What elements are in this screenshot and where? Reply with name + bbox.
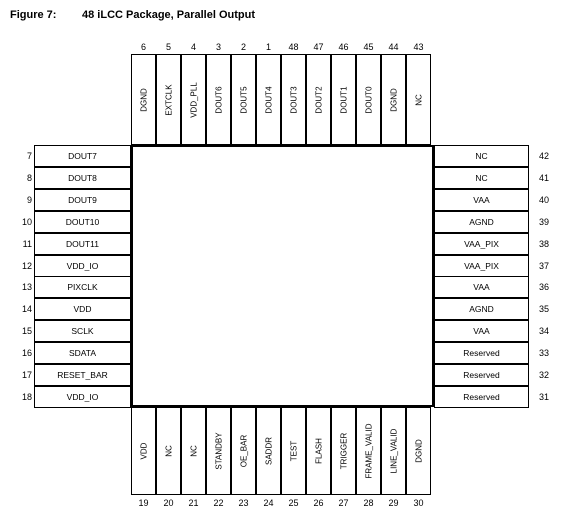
- pin-box-29: [381, 407, 406, 495]
- pin-label: LINE_VALID: [389, 428, 398, 474]
- pin-box-21: [181, 407, 206, 495]
- pin-number: 14: [21, 304, 32, 315]
- pin-number: 43: [413, 42, 424, 52]
- pin-number: 31: [539, 391, 550, 402]
- pin-number: 26: [313, 498, 324, 508]
- pin-box-34: [434, 320, 529, 342]
- pin-label: NC: [164, 445, 173, 457]
- pin-label: PIXCLK: [67, 282, 98, 293]
- pin-box-1: [256, 54, 281, 145]
- pin-number: 7: [26, 151, 32, 161]
- pin-box-3: [206, 54, 231, 145]
- pin-label: FRAME_VALID: [364, 423, 373, 479]
- pin-number: 3: [215, 42, 222, 52]
- pin-box-48: [281, 54, 306, 145]
- pin-number: 37: [539, 260, 550, 271]
- pin-box-30: [406, 407, 431, 495]
- pin-box-42: [434, 145, 529, 167]
- pin-number: 28: [363, 498, 374, 508]
- pin-number: 6: [140, 42, 147, 52]
- pin-box-11: [34, 233, 131, 255]
- pin-box-2: [231, 54, 256, 145]
- pin-label: OE_BAR: [239, 434, 248, 468]
- pin-label: VDD: [73, 304, 92, 315]
- pin-box-46: [331, 54, 356, 145]
- pin-number: 2: [240, 42, 247, 52]
- pin-box-32: [434, 364, 529, 386]
- pin-label: VAA: [473, 326, 490, 337]
- chip-body: [131, 145, 434, 407]
- pin-label: DGND: [139, 87, 148, 112]
- pin-box-12: [34, 255, 131, 277]
- pin-label: DOUT7: [68, 151, 97, 161]
- pin-number: 19: [138, 498, 149, 508]
- pin-number: 36: [539, 282, 550, 293]
- pin-number: 40: [539, 194, 550, 205]
- pin-number: 29: [388, 498, 399, 508]
- pin-number: 34: [539, 326, 550, 337]
- pin-label: NC: [189, 445, 198, 457]
- pin-box-24: [256, 407, 281, 495]
- pin-number: 46: [338, 42, 349, 52]
- pin-box-8: [34, 167, 131, 189]
- pin-label: DOUT4: [264, 85, 273, 114]
- pin-box-17: [34, 364, 131, 386]
- pin-label: VAA: [473, 282, 490, 293]
- pin-box-41: [434, 167, 529, 189]
- pin-number: 16: [21, 348, 32, 359]
- pin-number: 5: [165, 42, 172, 52]
- pin-label: SCLK: [71, 326, 94, 337]
- pin-number: 8: [26, 172, 32, 183]
- pin-label: DOUT2: [314, 85, 323, 114]
- pin-label: TEST: [289, 440, 298, 462]
- pin-label: Reserved: [463, 348, 500, 359]
- pin-number: 35: [539, 304, 550, 315]
- pin-box-26: [306, 407, 331, 495]
- pin-number: 12: [21, 260, 32, 271]
- pin-label: DGND: [414, 439, 423, 463]
- pin-box-47: [306, 54, 331, 145]
- pin-number: 38: [539, 238, 550, 249]
- figure-number: Figure 7:: [10, 9, 57, 21]
- pin-label: NC: [475, 172, 488, 183]
- pin-number: 11: [22, 238, 32, 249]
- pin-number: 13: [21, 282, 32, 293]
- pin-number: 17: [21, 370, 32, 380]
- pin-label: Reserved: [463, 370, 500, 380]
- pin-label: TRIGGER: [339, 432, 348, 470]
- pin-box-25: [281, 407, 306, 495]
- pin-box-39: [434, 211, 529, 233]
- pin-label: DOUT5: [239, 85, 248, 114]
- pin-number: 1: [265, 42, 272, 52]
- pin-number: 33: [539, 348, 550, 359]
- pin-box-7: [34, 145, 131, 167]
- pin-label: DOUT10: [65, 216, 100, 227]
- pin-number: 25: [288, 498, 299, 508]
- pin-number: 48: [288, 42, 299, 52]
- pin-box-40: [434, 189, 529, 211]
- pin-label: VDD_IO: [66, 260, 99, 271]
- pin-box-27: [331, 407, 356, 495]
- pin-label: DOUT0: [364, 85, 373, 114]
- pin-number: 9: [26, 194, 32, 205]
- pin-label: DGND: [389, 87, 398, 112]
- pin-label: FLASH: [314, 438, 323, 464]
- pin-label: AGND: [469, 216, 494, 227]
- pin-box-18: [34, 386, 131, 408]
- pin-box-33: [434, 342, 529, 364]
- pin-number: 39: [539, 216, 550, 227]
- pin-number: 27: [338, 498, 349, 508]
- pin-box-19: [131, 407, 156, 495]
- pin-box-4: [181, 54, 206, 145]
- pin-number: 21: [188, 498, 199, 508]
- pin-box-6: [131, 54, 156, 145]
- pin-number: 10: [21, 216, 32, 227]
- pin-box-13: [34, 276, 131, 298]
- pin-box-22: [206, 407, 231, 495]
- pin-label: NC: [475, 151, 488, 161]
- pin-label: EXTCLK: [164, 83, 173, 116]
- pin-label: NC: [414, 93, 423, 106]
- pin-number: 18: [21, 391, 32, 402]
- pin-label: DOUT3: [289, 85, 298, 114]
- pin-number: 44: [388, 42, 399, 52]
- pin-box-36: [434, 276, 529, 298]
- pin-number: 23: [238, 498, 249, 508]
- pin-box-28: [356, 407, 381, 495]
- pin-box-10: [34, 211, 131, 233]
- pin-number: 24: [263, 498, 274, 508]
- pin-number: 22: [213, 498, 224, 508]
- pin-number: 32: [539, 370, 550, 380]
- pin-box-5: [156, 54, 181, 145]
- pin-box-38: [434, 233, 529, 255]
- pin-label: VAA_PIX: [464, 260, 499, 271]
- pin-box-31: [434, 386, 529, 408]
- pin-label: STANDBY: [214, 432, 223, 470]
- pin-label: DOUT9: [68, 194, 97, 205]
- pin-label: VAA_PIX: [464, 238, 499, 249]
- pin-number: 30: [413, 498, 424, 508]
- pin-label: AGND: [469, 304, 494, 315]
- pin-box-45: [356, 54, 381, 145]
- pin-label: DOUT8: [68, 172, 97, 183]
- pin-label: SADDR: [264, 436, 273, 466]
- pin-label: DOUT1: [339, 85, 348, 114]
- pin-box-20: [156, 407, 181, 495]
- pin-label: VDD_IO: [66, 391, 99, 402]
- pin-box-23: [231, 407, 256, 495]
- pin-label: DOUT11: [66, 238, 99, 249]
- pin-box-9: [34, 189, 131, 211]
- pin-box-43: [406, 54, 431, 145]
- pin-label: Reserved: [463, 391, 500, 402]
- pin-box-35: [434, 298, 529, 320]
- pin-number: 15: [21, 326, 32, 337]
- pin-number: 45: [363, 42, 374, 52]
- pin-number: 41: [539, 172, 550, 183]
- pin-label: RESET_BAR: [57, 370, 108, 380]
- pin-box-15: [34, 320, 131, 342]
- pin-label: VAA: [473, 194, 490, 205]
- pin-number: 4: [190, 42, 197, 52]
- pin-box-14: [34, 298, 131, 320]
- pin-label: VDD: [139, 442, 148, 460]
- pin-label: DOUT6: [214, 85, 223, 114]
- pin-number: 47: [313, 42, 324, 52]
- pin-label: SDATA: [68, 348, 97, 359]
- figure-caption: 48 iLCC Package, Parallel Output: [82, 9, 256, 21]
- pin-box-37: [434, 255, 529, 277]
- pin-box-44: [381, 54, 406, 145]
- pin-box-16: [34, 342, 131, 364]
- pin-number: 42: [539, 151, 550, 161]
- pin-number: 20: [163, 498, 174, 508]
- pin-label: VDD_PLL: [189, 81, 198, 118]
